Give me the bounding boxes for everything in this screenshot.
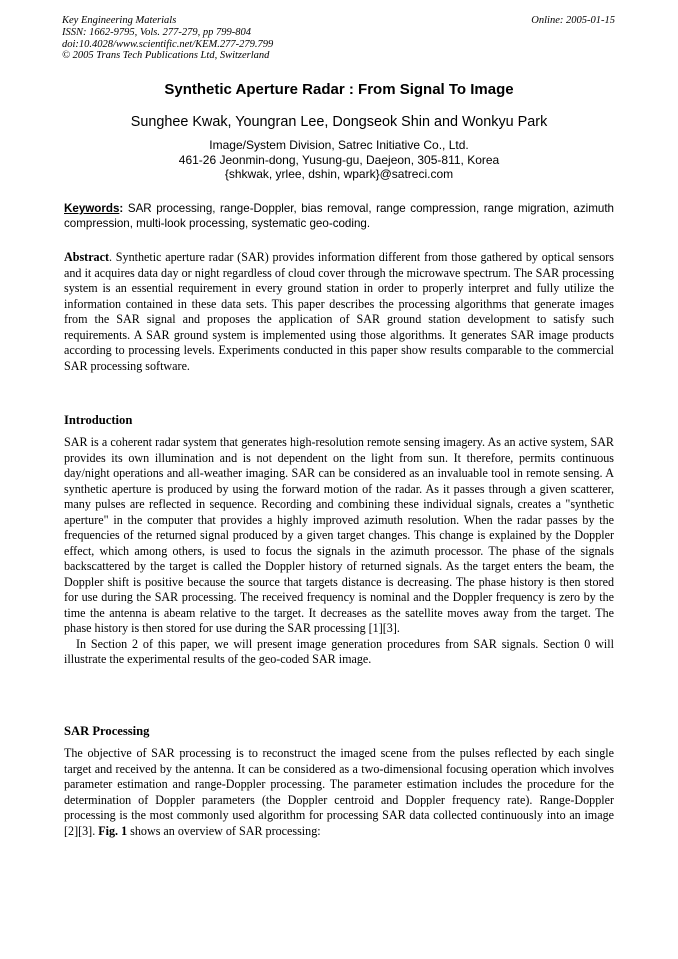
- introduction-heading: Introduction: [64, 413, 133, 427]
- introduction-paragraph-1: SAR is a coherent radar system that generates high-resolution remote sensing imagery. As an active system, SAR provides its own illumination and is not dependent on the light from sun. It therefore, permits continuous day/night operations and all-weather imaging. SAR can be considered as an invaluable tool in remote sensing. A synthetic aperture is produced by using the forward motion of the radar. As it passes through a given scatterer, many pulses are reflected in sequence. Recording and combining these individual signals, creates a "synthetic aperture" in the computer that provides a highly improved azimuth resolution. When the radar passes by the frequencies of the returned signal produced by a given target changes. This change is explained by the Doppler effect, which among others, is used to focus the signals in the azimuth processor. The phase of the signals backscattered by the target is called the Doppler history of returned signals. As the target enters the beam, the Doppler shift is positive because the source that targets distance is decreasing. The phase history is then stored for use during the SAR processing. The received frequency is nominal and the Doppler frequency is zero by the time the antenna is abeam relative to the target. It decreases as the satellite moves away from the target. The phase history is then stored for use during the SAR processing [1][3].: [64, 435, 614, 635]
- doi-line: doi:10.4028/www.scientific.net/KEM.277-279.799: [62, 38, 274, 50]
- abstract-section: [64, 250, 614, 374]
- author-list: Sunghee Kwak, Youngran Lee, Dongseok Shin and Wonkyu Park: [130, 114, 548, 130]
- affiliation: [0, 138, 678, 182]
- journal-header: [62, 15, 482, 62]
- introduction-body: [64, 435, 614, 668]
- keywords-colon: :: [119, 202, 124, 215]
- sar-processing-heading: SAR Processing: [64, 724, 150, 738]
- introduction-paragraph-2: In Section 2 of this paper, we will present image generation procedures from SAR signals. Section 0 will illustrate the experimental results of the geo-coded SAR image.: [64, 636, 614, 666]
- issn-line: ISSN: 1662-9795, Vols. 277-279, pp 799-804: [62, 26, 251, 38]
- sar-processing-text-end: shows an overview of SAR processing:: [127, 823, 321, 838]
- copyright-line: © 2005 Trans Tech Publications Ltd, Switzerland: [62, 50, 270, 62]
- sar-processing-text: The objective of SAR processing is to reconstruct the imaged scene from the pulses reflected by each single target and received by the antenna. It can be considered as a two-dimensional focusing operation which involves parameter estimation and range-Doppler processing. The parameter estimation includes the procedure for the determination of Doppler parameters (the Doppler centroid and Doppler frequency rate). Range-Doppler processing is the most commonly used algorithm for processing SAR data collected continuously into an image [2][3].: [64, 746, 614, 838]
- keywords-text: SAR processing, range-Doppler, bias removal, range compression, range migration, azimuth compression, multi-look processing, systematic geo-coding.: [64, 202, 614, 230]
- affiliation-org: Image/System Division, Satrec Initiative Co., Ltd.: [209, 138, 469, 152]
- abstract-label: Abstract: [64, 250, 110, 264]
- author-emails: {shkwak, yrlee, dshin, wpark}@satreci.com: [224, 167, 454, 182]
- paper-title: Synthetic Aperture Radar : From Signal To Image: [164, 81, 514, 98]
- figure-reference: Fig. 1: [98, 823, 128, 838]
- journal-name: Key Engineering Materials: [62, 15, 177, 26]
- affiliation-address: 461-26 Jeonmin-dong, Yusung-gu, Daejeon, 305-811, Korea: [178, 152, 500, 167]
- keywords-section: [64, 201, 614, 231]
- abstract-text: . Synthetic aperture radar (SAR) provides information different from those gathered by optical sensors and it acquires data day or night regardless of cloud cover through the microwave spectrum. The SAR processing system is an essential requirement in every ground station in order to properly interpret and fully utilize the information contained in these data sets. This paper describes the processing algorithms that generate images from the SAR signal and proposes the application of SAR ground station development to satisfy such requirements. A SAR ground system is implemented using those algorithms. It generates SAR image products according to processing levels. Experiments conducted in this paper show results comparable to the commercial SAR processing software.: [64, 250, 614, 373]
- keywords-label: Keywords: [64, 202, 120, 215]
- sar-processing-body: [64, 746, 614, 839]
- online-date: Online: 2005-01-15: [531, 15, 615, 26]
